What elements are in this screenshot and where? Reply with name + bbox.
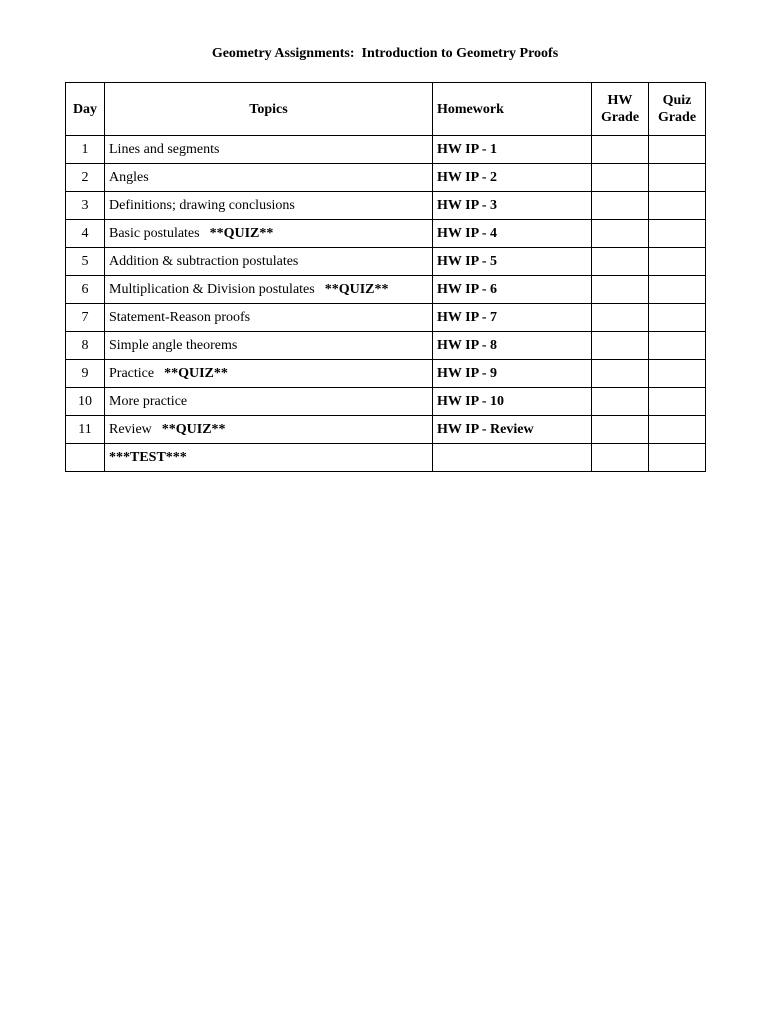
topic-text: Basic postulates <box>109 225 200 241</box>
quiz-marker: **QUIZ** <box>164 365 228 381</box>
homework-cell: HW IP - Review <box>433 416 592 444</box>
table-row <box>66 388 706 416</box>
quiz-grade-cell <box>649 304 706 332</box>
quiz-grade-cell <box>649 192 706 220</box>
day-cell: 4 <box>66 220 105 248</box>
quiz-marker: **QUIZ** <box>161 421 226 437</box>
topic-cell <box>105 360 433 388</box>
header-quiz-grade-line1: Quiz <box>662 93 692 108</box>
topic-cell <box>105 220 433 248</box>
topic-text: More practice <box>109 393 188 409</box>
topic-cell <box>105 332 433 360</box>
header-hw-grade-line2: Grade <box>600 110 640 125</box>
quiz-marker: **QUIZ** <box>209 225 274 241</box>
header-quiz-grade <box>649 83 706 136</box>
homework-cell: HW IP - 1 <box>433 136 592 164</box>
quiz-grade-cell <box>649 360 706 388</box>
header-homework: Homework <box>433 83 592 136</box>
header-hw-grade-line1: HW <box>607 93 633 108</box>
topic-text: Angles <box>109 169 149 185</box>
topic-text: Practice <box>109 365 155 381</box>
table-row <box>66 276 706 304</box>
topic-text: Simple angle theorems <box>109 337 238 353</box>
homework-cell: HW IP - 8 <box>433 332 592 360</box>
test-label: ***TEST*** <box>109 449 187 465</box>
quiz-grade-cell <box>649 136 706 164</box>
quiz-grade-cell <box>649 248 706 276</box>
test-topic-cell <box>105 444 433 472</box>
header-quiz-grade-line2: Grade <box>657 110 697 125</box>
hw-grade-cell <box>592 248 649 276</box>
day-cell: 3 <box>66 192 105 220</box>
table-body <box>66 136 706 472</box>
header-hw-grade <box>592 83 649 136</box>
topic-cell <box>105 416 433 444</box>
day-cell: 5 <box>66 248 105 276</box>
hw-grade-cell <box>592 192 649 220</box>
topic-text: Statement-Reason proofs <box>109 309 251 325</box>
quiz-grade-cell <box>649 332 706 360</box>
table-row <box>66 248 706 276</box>
quiz-grade-cell <box>649 164 706 192</box>
hw-grade-cell <box>592 220 649 248</box>
homework-cell: HW IP - 6 <box>433 276 592 304</box>
hw-grade-cell <box>592 360 649 388</box>
day-cell: 1 <box>66 136 105 164</box>
quiz-marker: **QUIZ** <box>324 281 389 297</box>
table-row <box>66 164 706 192</box>
hw-grade-cell <box>592 416 649 444</box>
table-row <box>66 136 706 164</box>
day-cell: 11 <box>66 416 105 444</box>
table-row <box>66 192 706 220</box>
table-row <box>66 332 706 360</box>
assignments-table <box>65 82 706 472</box>
topic-text: Multiplication & Division postulates <box>109 281 315 297</box>
table-row <box>66 304 706 332</box>
table-row <box>66 360 706 388</box>
hw-grade-cell <box>592 164 649 192</box>
hw-grade-cell <box>592 388 649 416</box>
topic-cell <box>105 304 433 332</box>
hw-grade-cell <box>592 276 649 304</box>
topic-cell <box>105 192 433 220</box>
day-cell: 10 <box>66 388 105 416</box>
table-row <box>66 220 706 248</box>
table-row <box>66 416 706 444</box>
topic-text: Addition & subtraction postulates <box>109 253 299 269</box>
header-day: Day <box>66 83 105 136</box>
test-homework-cell <box>433 444 592 472</box>
hw-grade-cell <box>592 136 649 164</box>
test-hw-grade-cell <box>592 444 649 472</box>
topic-cell <box>105 248 433 276</box>
quiz-grade-cell <box>649 388 706 416</box>
topic-cell <box>105 136 433 164</box>
quiz-grade-cell <box>649 220 706 248</box>
homework-cell: HW IP - 10 <box>433 388 592 416</box>
day-cell: 8 <box>66 332 105 360</box>
day-cell: 9 <box>66 360 105 388</box>
homework-cell: HW IP - 4 <box>433 220 592 248</box>
homework-cell: HW IP - 3 <box>433 192 592 220</box>
hw-grade-cell <box>592 332 649 360</box>
topic-text: Lines and segments <box>109 141 220 157</box>
quiz-grade-cell <box>649 416 706 444</box>
test-quiz-grade-cell <box>649 444 706 472</box>
quiz-grade-cell <box>649 276 706 304</box>
topic-cell <box>105 164 433 192</box>
hw-grade-cell <box>592 304 649 332</box>
test-day-cell <box>66 444 105 472</box>
homework-cell: HW IP - 5 <box>433 248 592 276</box>
day-cell: 6 <box>66 276 105 304</box>
day-cell: 2 <box>66 164 105 192</box>
homework-cell: HW IP - 9 <box>433 360 592 388</box>
homework-cell: HW IP - 2 <box>433 164 592 192</box>
header-topics: Topics <box>105 83 433 136</box>
topic-text: Definitions; drawing conclusions <box>109 197 295 213</box>
homework-cell: HW IP - 7 <box>433 304 592 332</box>
page-title: Geometry Assignments: Introduction to Geometry Proofs <box>211 46 559 61</box>
topic-cell <box>105 388 433 416</box>
table-row-test <box>66 444 706 472</box>
topic-text: Review <box>109 421 152 437</box>
day-cell: 7 <box>66 304 105 332</box>
topic-cell <box>105 276 433 304</box>
table-header-row <box>66 83 706 136</box>
